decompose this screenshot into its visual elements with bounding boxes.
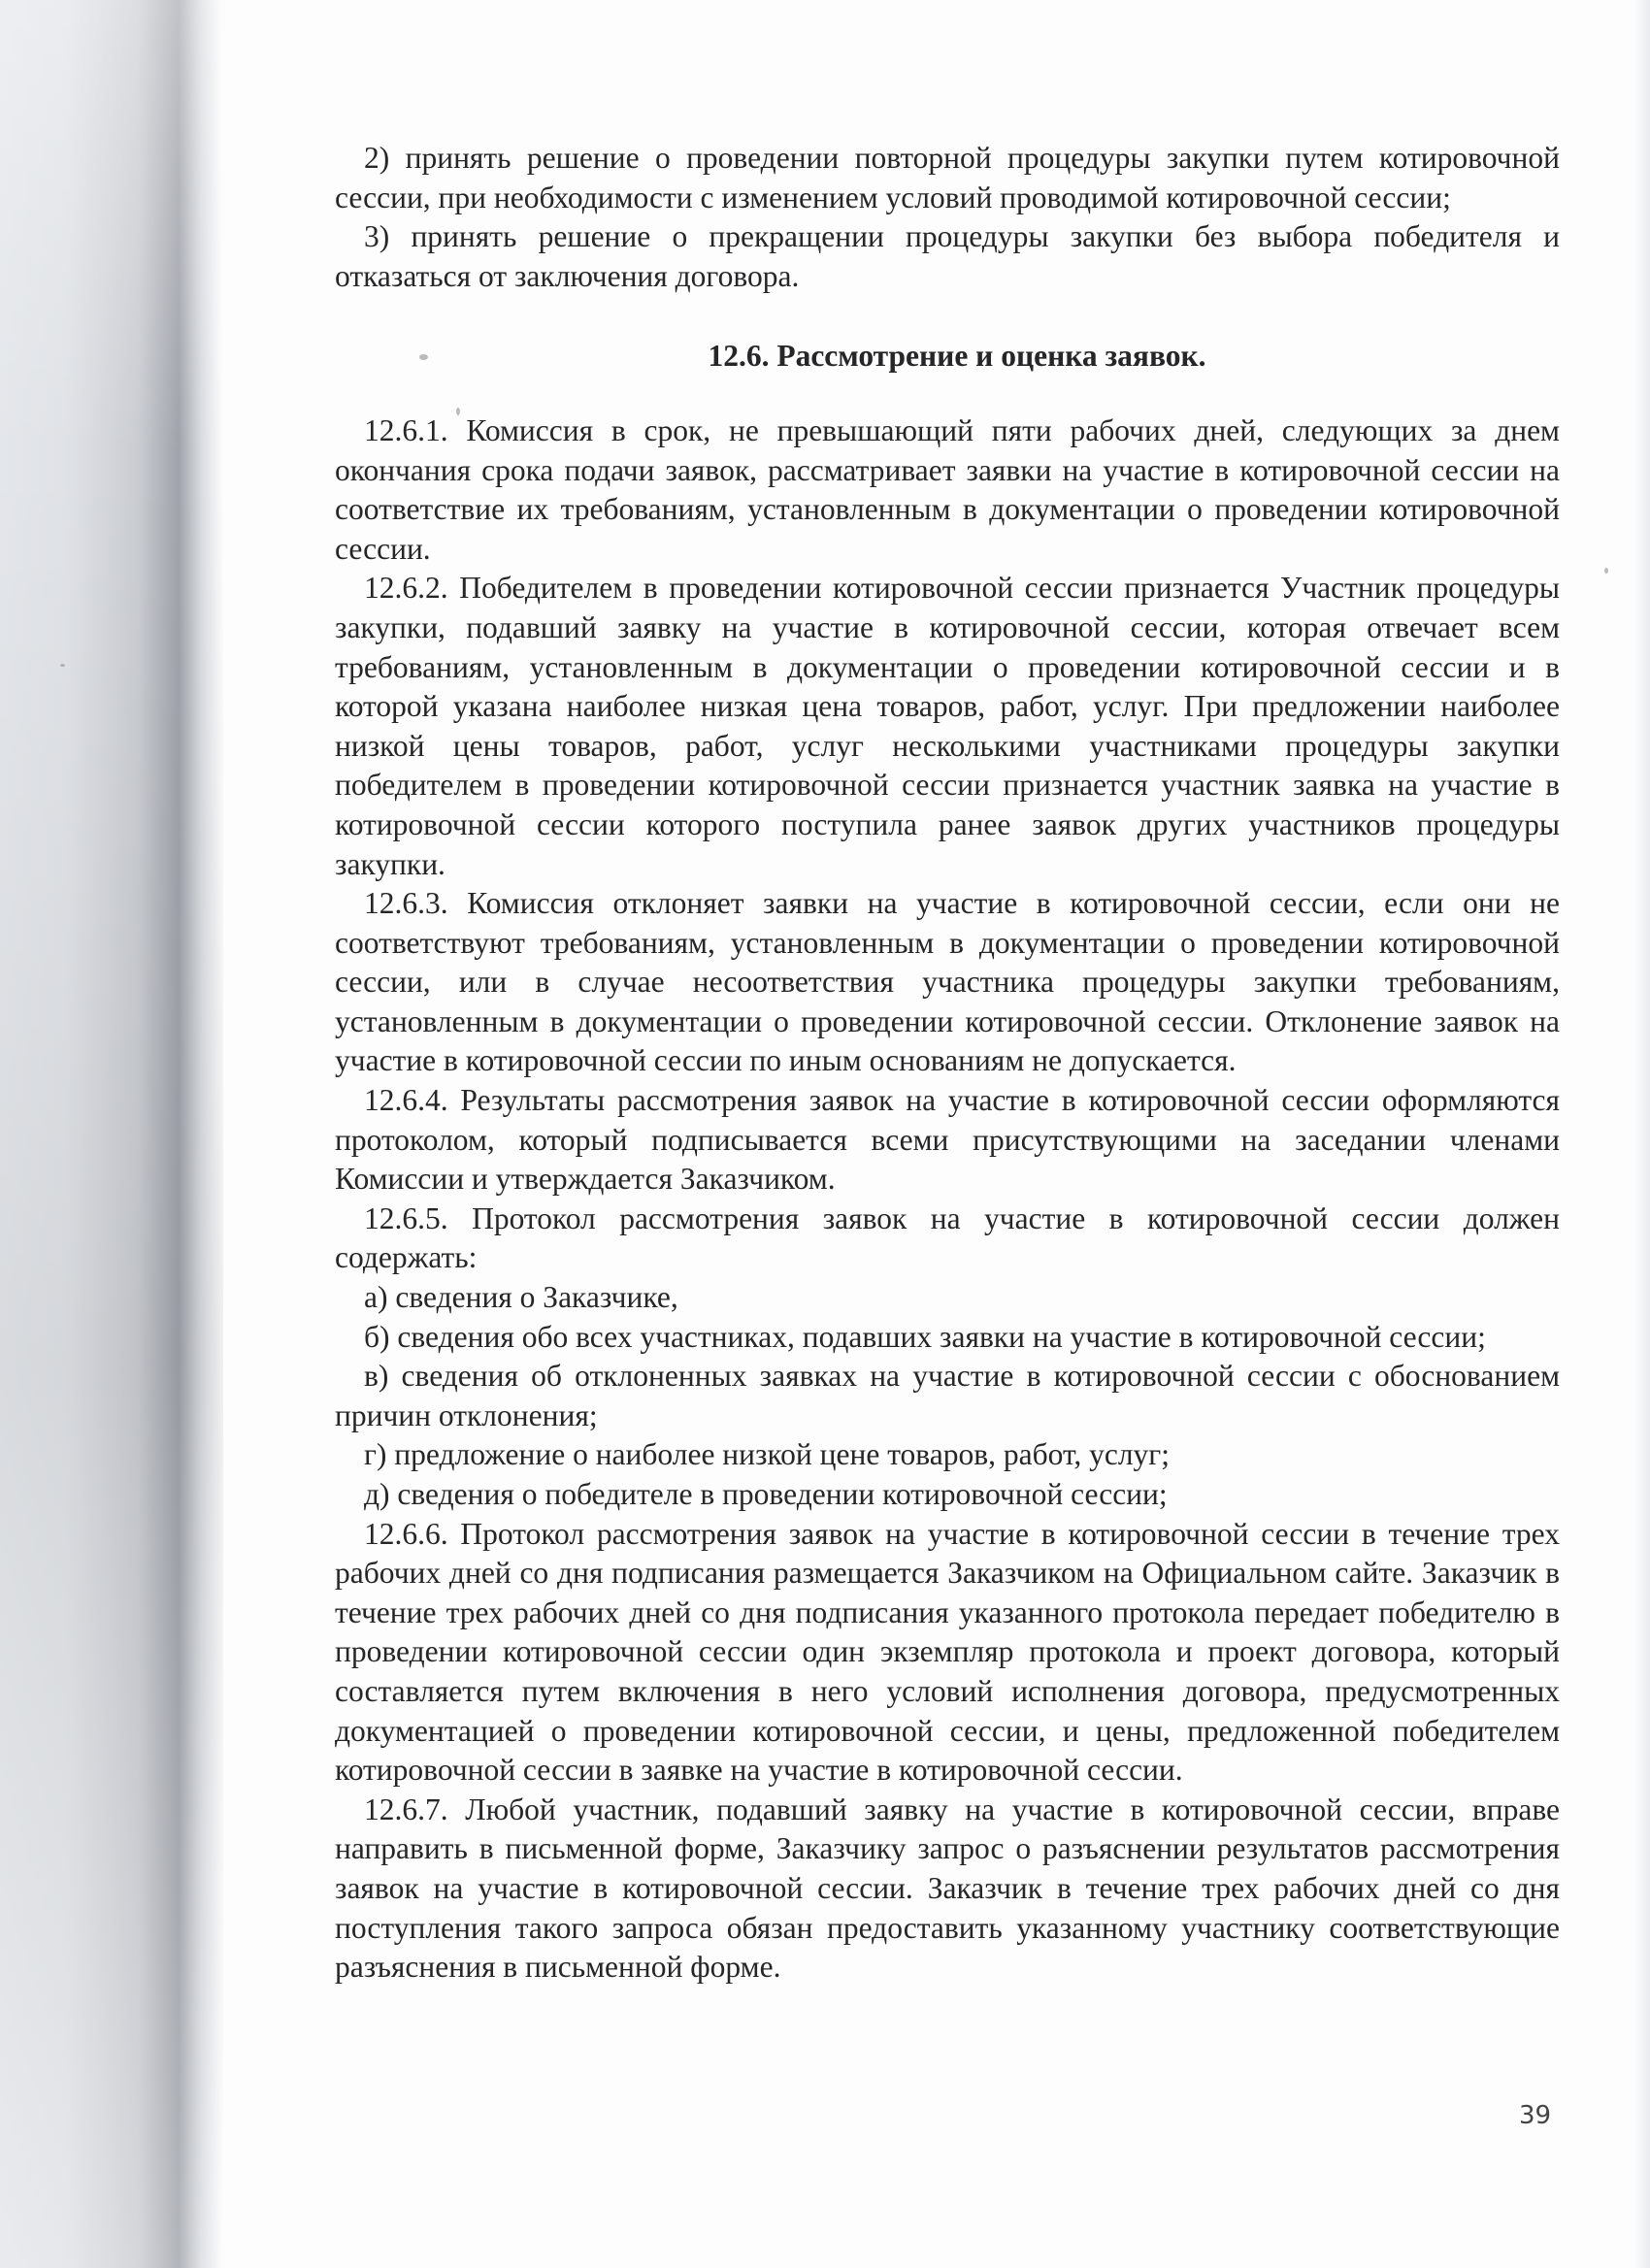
clause-12-6-2: 12.6.2. Победителем в проведении котировочной сессии признается Участник процедуры закупки, подавший заявку на участие в котировочной сессии, которая отвечает всем требованиям, установленным в документации о проведении котировочной сессии и в которой указана наиболее низкая цена товаров, работ, услуг. При предложении наиболее низкой цены товаров, работ, услуг несколькими участниками процедуры закупки победителем в проведении котировочной сессии признается участник заявка на участие в котировочной сессии которого поступила ранее заявок других участников процедуры закупки. <box>335 571 1560 881</box>
clause-12-6-7: 12.6.7. Любой участник, подавший заявку на участие в котировочной сессии, вправе направить в письменной форме, Заказчику запрос о разъяснении результатов рассмотрения заявок на участие в котировочной сессии. Заказчик в течение трех рабочих дней со дня поступления такого запроса обязан предоставить указанному участнику соответствующие разъяснения в письменной форме. <box>335 1791 1560 1985</box>
scan-speck <box>1604 568 1608 574</box>
scan-binding-shadow <box>0 0 223 2268</box>
page-number: 39 <box>1519 2101 1552 2130</box>
section-heading: 12.6. Рассмотрение и оценка заявок. <box>708 339 1206 374</box>
scan-right-edge <box>1634 0 1650 2268</box>
protocol-item-v: в) сведения об отклоненных заявках на участие в котировочной сессии с обоснованием причин отклонения; <box>335 1359 1560 1432</box>
document-page <box>335 139 1560 1988</box>
intro-item-3: 3) принять решение о прекращении процедуры закупки без выбора победителя и отказаться от заключения договора. <box>335 219 1560 293</box>
protocol-item-d: д) сведения о победителе в проведении котировочной сессии; <box>364 1477 1168 1511</box>
clause-12-6-1: 12.6.1. Комиссия в срок, не превышающий пяти рабочих дней, следующих за днем окончания срока подачи заявок, рассматривает заявки на участие в котировочной сессии на соответствие их требованиям, установленным в документации о проведении котировочной сессии. <box>335 412 1560 566</box>
protocol-item-b: б) сведения обо всех участниках, подавших заявки на участие в котировочной сессии; <box>364 1319 1486 1354</box>
clause-12-6-4: 12.6.4. Результаты рассмотрения заявок на участие в котировочной сессии оформляются протоколом, который подписывается всеми присутствующими на заседании членами Комиссии и утверждается Заказчиком. <box>335 1083 1560 1197</box>
scan-speck <box>60 664 65 667</box>
intro-item-2: 2) принять решение о проведении повторной процедуры закупки путем котировочной сессии, при необходимости с изменением условий проводимой котировочной сессии; <box>335 141 1560 214</box>
clause-12-6-6: 12.6.6. Протокол рассмотрения заявок на участие в котировочной сессии в течение трех рабочих дней со дня подписания размещается Заказчиком на Официальном сайте. Заказчик в течение трех рабочих дней со дня подписания указанного протокола передает победителю в проведении котировочной сессии один экземпляр протокола и проект договора, который составляется путем включения в него условий исполнения договора, предусмотренных документацией о проведении котировочной сессии, и цены, предложенной победителем котировочной сессии в заявке на участие в котировочной сессии. <box>335 1516 1560 1788</box>
protocol-item-g: г) предложение о наиболее низкой цене товаров, работ, услуг; <box>364 1437 1170 1472</box>
protocol-item-a: а) сведения о Заказчике, <box>364 1280 678 1315</box>
clause-12-6-3: 12.6.3. Комиссия отклоняет заявки на участие в котировочной сессии, если они не соответствуют требованиям, установленным в документации о проведении котировочной сессии, или в случае несоответствия участника процедуры закупки требованиям, установленным в документации о проведении котировочной сессии. Отклонение заявок на участие в котировочной сессии по иным основаниям не допускается. <box>335 886 1560 1078</box>
clause-12-6-5: 12.6.5. Протокол рассмотрения заявок на участие в котировочной сессии должен содержать: <box>335 1200 1560 1275</box>
